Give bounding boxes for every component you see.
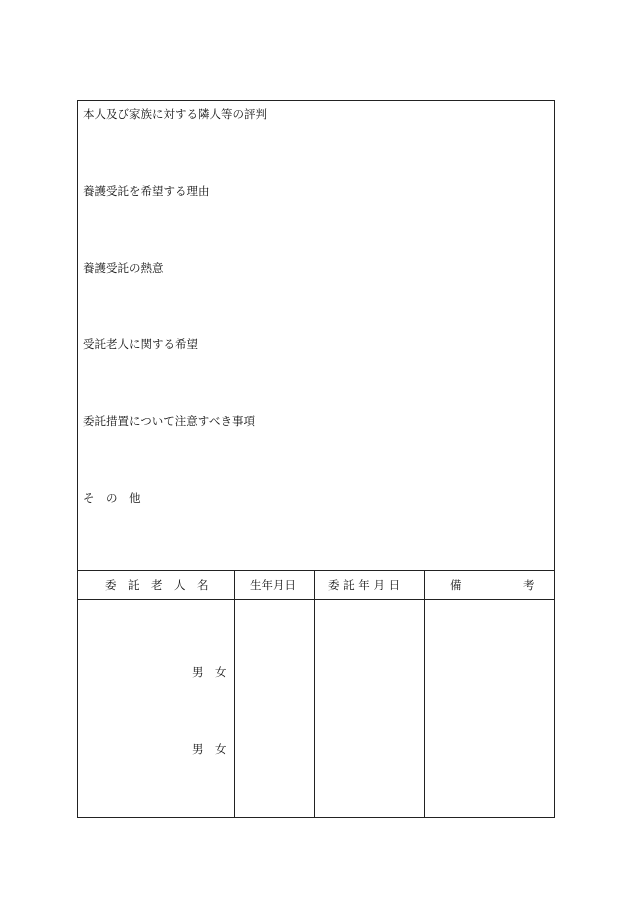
section-other-label: そ の 他 <box>83 491 141 505</box>
commissioned-elderly-table <box>78 570 554 818</box>
assessment-sections <box>78 101 554 570</box>
section-elderly-preferences-label: 受託老人に関する希望 <box>83 337 198 351</box>
header-birthdate: 生年月日 <box>250 578 296 592</box>
header-commission-date: 委 託 年 月 日 <box>328 578 401 592</box>
column-divider-commission-date <box>424 571 425 818</box>
header-elderly-name: 委 託 老 人 名 <box>105 578 209 592</box>
header-remarks-char-2: 考 <box>523 578 535 592</box>
section-reason-for-care-label: 養護受託を希望する理由 <box>83 184 210 198</box>
row-1-sex-options: 男 女 <box>192 665 227 679</box>
header-remarks-char-1: 備 <box>450 578 462 592</box>
column-divider-birthdate <box>314 571 315 818</box>
table-header-row <box>78 571 554 600</box>
elderly-care-commission-form <box>77 100 555 818</box>
section-caution-notes-label: 委託措置について注意すべき事項 <box>83 414 256 428</box>
section-enthusiasm-label: 養護受託の熱意 <box>83 261 164 275</box>
section-neighbor-reputation-label: 本人及び家族に対する隣人等の評判 <box>83 107 267 121</box>
row-2-sex-options: 男 女 <box>192 742 227 756</box>
column-divider-name <box>234 571 235 818</box>
